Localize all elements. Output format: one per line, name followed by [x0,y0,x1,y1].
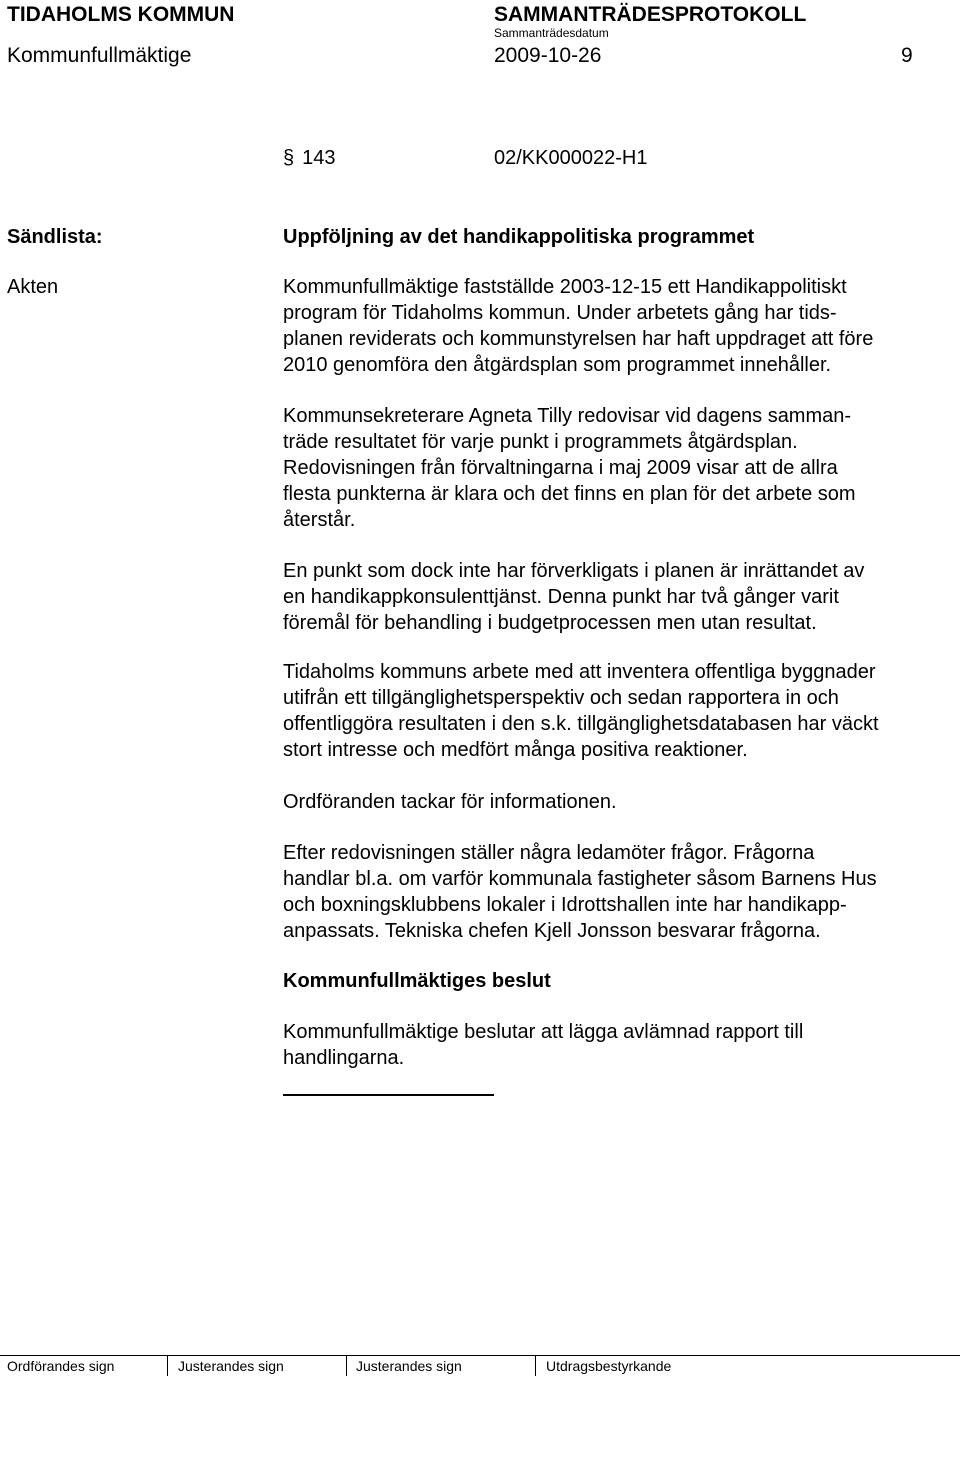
text-line: Kommunfullmäktige fastställde 2003-12-15 ett Handikappolitiskt [283,276,847,298]
footer-divider [535,1356,536,1376]
footer-rule [0,1355,960,1356]
text-line: program för Tidaholms kommun. Under arbetets gång har tids- [283,302,837,324]
text-line: återstår. [283,509,356,531]
paragraph-inventory [283,659,943,763]
footer-divider [167,1356,168,1376]
municipality-name: TIDAHOLMS KOMMUN [7,3,235,26]
text-line: handlingarna. [283,1047,405,1069]
text-line: Redovisningen från förvaltningarna i maj 2009 visar att de allra [283,457,838,479]
decision-text [283,1019,943,1071]
text-line: en handikappkonsulenttjänst. Denna punkt har två gånger varit [283,586,839,608]
text-line: Kommunfullmäktige beslutar att lägga avlämnad rapport till [283,1021,804,1043]
text-line: och boxningsklubbens lokaler i Idrottshallen inte har handikapp- [283,894,847,916]
page-number: 9 [901,44,913,67]
text-line: Tidaholms kommuns arbete med att inventera offentliga byggnader [283,661,876,683]
case-number: 02/KK000022-H1 [494,147,648,169]
paragraph-report [283,403,943,533]
paragraph-consultant [283,558,943,636]
extract-certified-label: Utdragsbestyrkande [546,1358,672,1374]
paragraph-background [283,274,943,378]
text-line: 2010 genomföra den åtgärdsplan som programmet innehåller. [283,354,832,376]
item-number: 143 [302,147,336,169]
item-heading [283,145,336,171]
text-line: handlar bl.a. om varför kommunala fastigheter såsom Barnens Hus [283,868,877,890]
adjuster-sign-label-2: Justerandes sign [356,1358,462,1374]
paragraph-questions [283,840,943,944]
text-line: En punkt som dock inte har förverkligats i planen är inrättandet av [283,560,865,582]
end-rule [283,1094,494,1096]
adjuster-sign-label-1: Justerandes sign [178,1358,284,1374]
body-name: Kommunfullmäktige [7,44,192,67]
text-line: träde resultatet för varje punkt i programmets åtgärdsplan. [283,431,798,453]
paragraph-chair-thanks [283,789,943,815]
text-line: Efter redovisningen ställer några ledamöter frågor. Frågorna [283,842,815,864]
sendlist-recipient: Akten [7,276,59,298]
section-symbol: § [283,147,295,169]
text-line: föremål för behandling i budgetprocessen men utan resultat. [283,612,817,634]
text-line: utifrån ett tillgänglighetsperspektiv och sedan rapportera in och [283,687,839,709]
text-line: Kommunsekreterare Agneta Tilly redovisar vid dagens samman- [283,405,852,427]
item-title: Uppföljning av det handikappolitiska programmet [283,226,755,248]
decision-heading: Kommunfullmäktiges beslut [283,970,551,992]
text-line: offentliggöra resultaten i den s.k. tillgänglighetsdatabasen har väckt [283,713,879,735]
sendlist-label: Sändlista: [7,226,103,248]
text-line: Ordföranden tackar för informationen. [283,791,617,813]
protocol-title: SAMMANTRÄDESPROTOKOLL [494,3,807,26]
chair-sign-label: Ordförandes sign [7,1358,115,1374]
date-label: Sammanträdesdatum [494,26,609,40]
text-line: anpassats. Tekniska chefen Kjell Jonsson besvarar frågorna. [283,920,821,942]
text-line: stort intresse och medfört många positiva reaktioner. [283,739,748,761]
footer-divider [346,1356,347,1376]
text-line: planen reviderats och kommunstyrelsen har haft uppdraget att före [283,328,874,350]
meeting-date: 2009-10-26 [494,44,602,67]
text-line: flesta punkterna är klara och det finns en plan för det arbete som [283,483,856,505]
